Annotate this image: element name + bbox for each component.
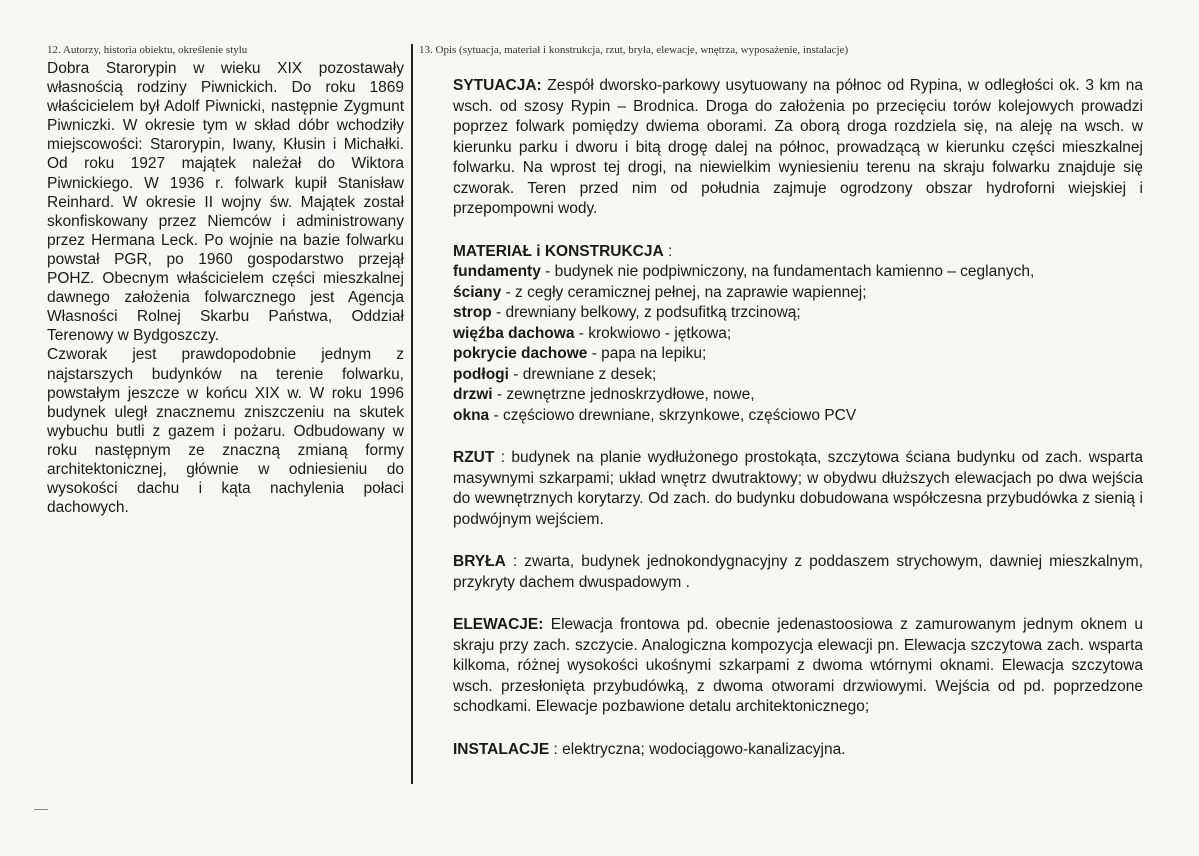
column-divider [411, 44, 413, 784]
section-label: BRYŁA [453, 553, 506, 570]
section-label: MATERIAŁ i KONSTRUKCJA [453, 242, 664, 260]
section-text: : budynek na planie wydłużonego prostokąta, szczytowa ściana budynku od zach. wsparta masywnymi szkarpami; układ wnętrz dwutraktowy; w obydwu dłuższych elewacjach po dwa wejścia do wewnętrznych korytarzy. Od zach. do budynku dobudowana współczesna przybudówka z sienią i podwójnym wejściem. [453, 449, 1143, 528]
section-text: Elewacja frontowa pd. obecnie jedenastoosiowa z zamurowanym jednym oknem u skraju przy zach. szczycie. Analogiczna kompozycja elewacji pn. Elewacja szczytowa zach. wsparta kilkoma, różnej wysokości ukośnymi szkarpami z dwoma wtórnymi oknami. Elewacja szczytowa wsch. przesłonięta przybudówką, z dwoma otworami drzwiowymi. Wejścia od pd. poprzedzone schodkami. Elewacje pozbawione detalu architektonicznego; [453, 616, 1143, 715]
section-label: ELEWACJE: [453, 616, 544, 633]
history-column [47, 59, 404, 517]
section-label: INSTALACJE [453, 740, 550, 758]
section-label: RZUT [453, 449, 495, 466]
description-column-header: 13. Opis (sytuacja, materiał i konstrukcja, rzut, bryła, elewacje, wnętrza, wyposażenie, instalacje) [419, 44, 849, 56]
description-column [453, 76, 1143, 760]
section-elewacje [453, 615, 1143, 718]
material-item: drzwi - zewnętrzne jednoskrzydłowe, nowe, [453, 386, 755, 403]
history-column-header: 12. Autorzy, historia obiektu, określenie stylu [47, 44, 248, 56]
section-sytuacja [453, 76, 1143, 220]
section-bryla [453, 552, 1143, 593]
material-item: pokrycie dachowe - papa na lepiku; [453, 345, 707, 362]
material-item: więźba dachowa - krokwiowo - jętkowa; [453, 324, 732, 342]
material-item: ściany - z cegły ceramicznej pełnej, na zaprawie wapiennej; [453, 283, 867, 301]
material-item: okna - częściowo drewniane, skrzynkowe, częściowo PCV [453, 406, 857, 424]
material-item: fundamenty - budynek nie podpiwniczony, na fundamentach kamienno – ceglanych, [453, 263, 1035, 280]
section-instalacje [453, 740, 1143, 761]
section-label: SYTUACJA: [453, 77, 542, 94]
history-paragraph: Dobra Starorypin w wieku XIX pozostawały własnością rodziny Piwnickich. Do roku 1869 właścicielem był Adolf Piwnicki, następnie Zygmunt Piwniczki. W okresie tym w skład dóbr wchodziły miejscowości: Starorypin, Iwany, Kłusin i Michałki. Od roku 1927 majątek należał do Wiktora Piwnickiego. W 1936 r. folwark kupił Stanisław Reinhard. W okresie II wojny św. Majątek został skonfiskowany przez Niemców i administrowany przez Hermana Leck. Po wojnie na bazie folwarku powstał PGR, po 1960 gospodarstwo przejął POHZ. Obecnym właścicielem części mieszkalnej dawnego założenia folwarcznego jest Agencja Własności Rolnej Skarbu Państwa, Oddział Terenowy w Bydgoszczy. [47, 60, 404, 345]
section-text: Zespół dworsko-parkowy usytuowany na północ od Rypina, w odległości ok. 3 km na wsch. od szosy Rypin – Brodnica. Droga do założenia po przecięciu torów kolejowych prowadzi poprzez folwark pomiędzy dwiema oborami. Za oborą droga rozdziela się, na aleję na wsch. w kierunku parku i dworu i bitą drogę dalej na północ, prowadzącą w kierunku części mieszkalnej folwarku. Na wprost tej drogi, na niewielkim wyniesieniu terenu na skraju folwarku znajduje się czworak. Teren przed nim od południa zajmuje ogrodzony obszar hydroforni wiejskiej i przepompowni wody. [453, 77, 1143, 217]
history-paragraph: Czworak jest prawdopodobnie jednym z najstarszych budynków na terenie folwarku, powstałym jeszcze w końcu XIX w. W roku 1996 budynek uległ znacznemu zniszczeniu na skutek wybuchu butli z gazem i pożaru. Odbudowany w roku następnym ze znaczną zmianą formy architektonicznej, głównie w odniesieniu do wysokości dachu i kąta nachylenia połaci dachowych. [47, 346, 404, 517]
section-text: : zwarta, budynek jednokondygnacyjny z poddaszem strychowym, dawniej mieszkalnym, przykryty dachem dwuspadowym . [453, 553, 1143, 591]
material-item: podłogi - drewniane z desek; [453, 365, 657, 383]
section-rzut [453, 448, 1143, 530]
section-material: MATERIAŁ i KONSTRUKCJA : fundamenty - budynek nie podpiwniczony, na fundamentach kamienno – ceglanych, ściany - z cegły ceramicznej pełnej, na zaprawie wapiennej; strop - drewniany belkowy, z podsufitką trzcinową; więźba dachowa - krokwiowo - jętkowa; pokrycie dachowe - papa na lepiku; podłogi - drewniane z desek; drzwi - zewnętrzne jednoskrzydłowe, nowe, okna - częściowo drewniane, skrzynkowe, częściowo PCV [453, 242, 1143, 427]
material-item: strop - drewniany belkowy, z podsufitką trzcinową; [453, 304, 801, 321]
scan-speck [34, 809, 48, 810]
section-text: : elektryczna; wodociągowo-kanalizacyjna. [549, 740, 846, 758]
